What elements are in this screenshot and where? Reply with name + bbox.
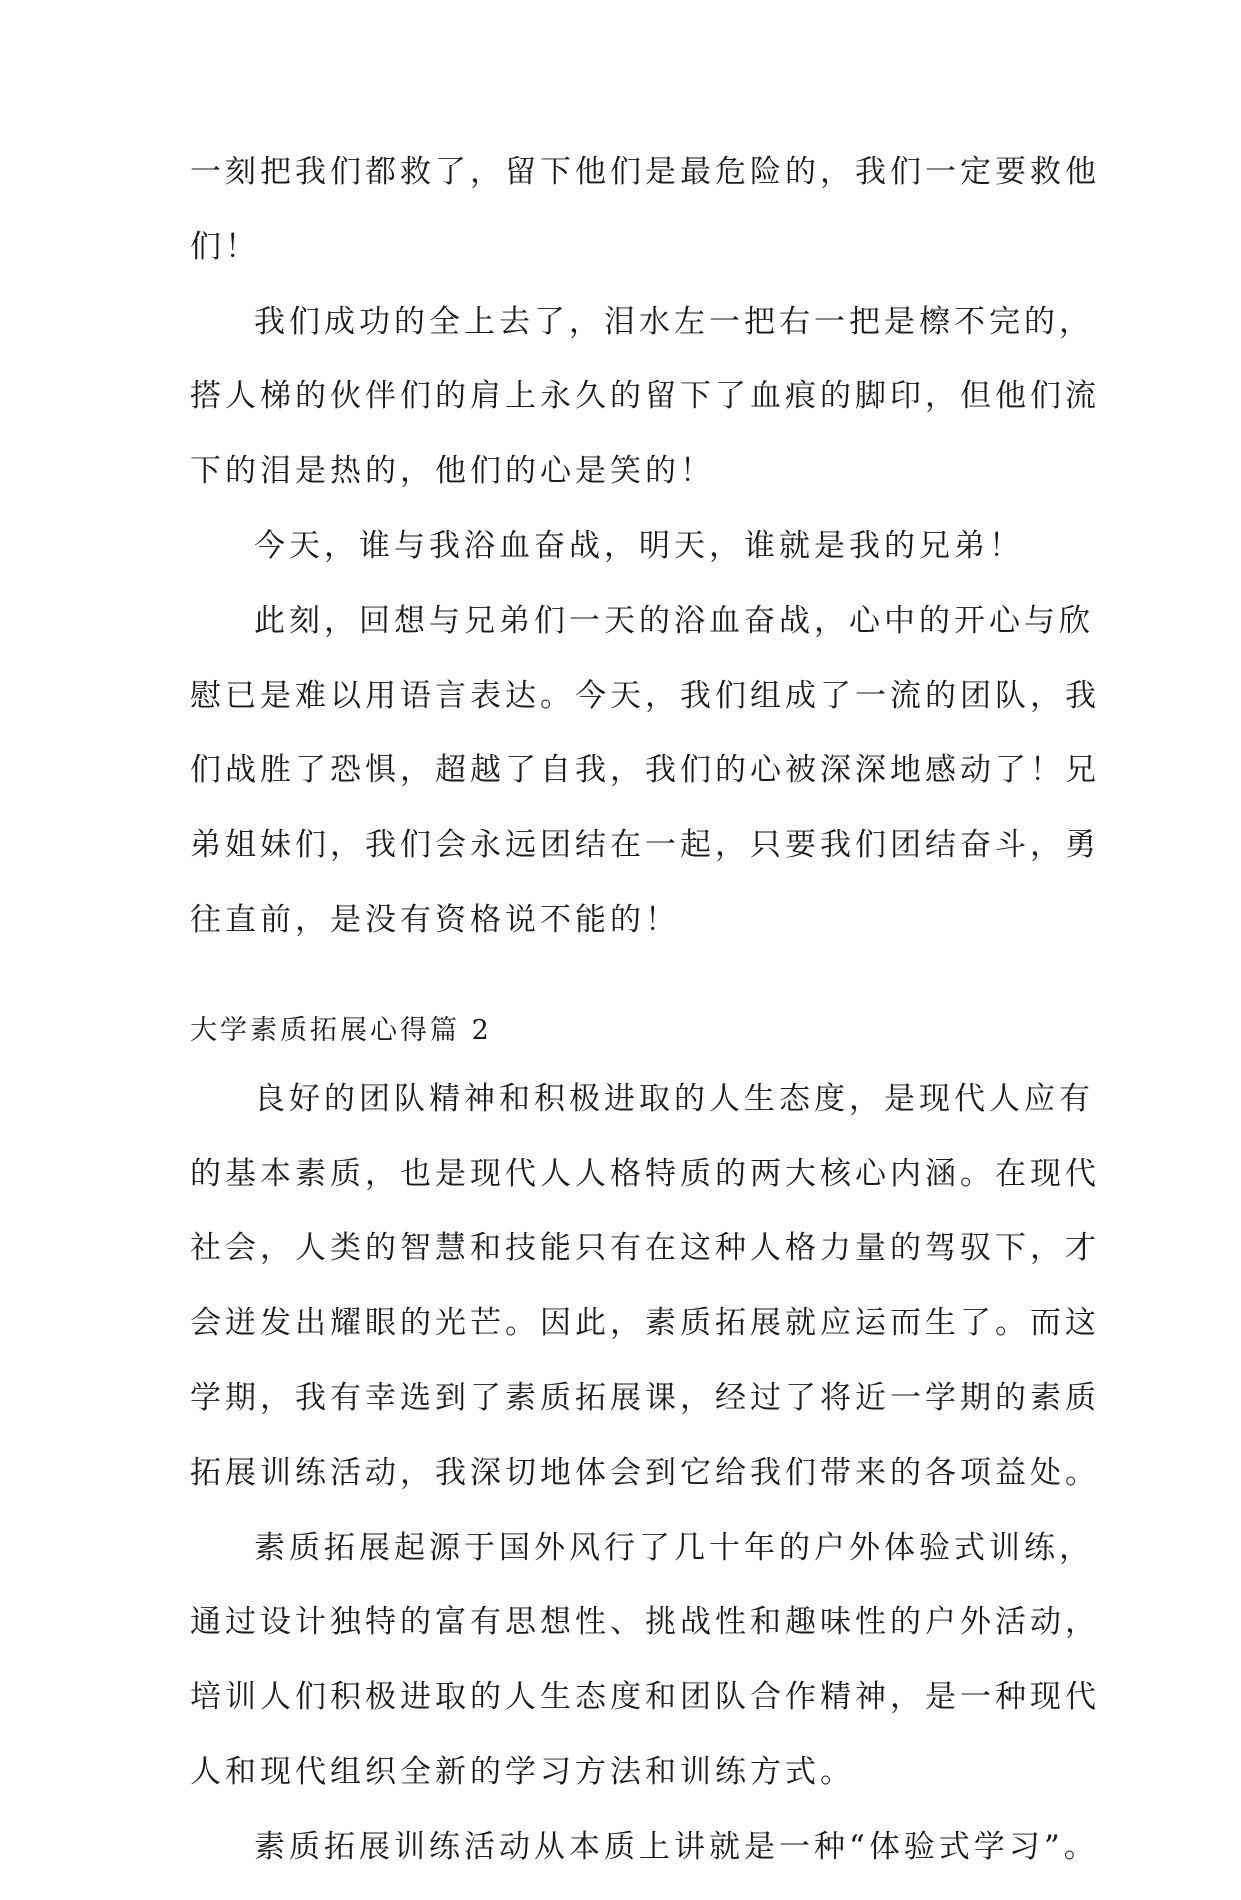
- section-heading: 大学素质拓展心得篇 2: [190, 1014, 492, 1046]
- text-line: 们战胜了恐惧，超越了自我，我们的心被深深地感动了！兄: [190, 752, 1100, 789]
- text-line: 的基本素质，也是现代人人格特质的两大核心内涵。在现代: [190, 1155, 1100, 1192]
- text-line: 学期，我有幸选到了素质拓展课，经过了将近一学期的素质: [190, 1379, 1100, 1416]
- text-line: 我们成功的全上去了，泪水左一把右一把是檫不完的，: [254, 303, 1094, 340]
- text-line: 素质拓展训练活动从本质上讲就是一种“体验式学习”。: [254, 1828, 1099, 1865]
- text-line: 搭人梯的伙伴们的肩上永久的留下了血痕的脚印，但他们流: [190, 378, 1100, 415]
- text-line: 此刻，回想与兄弟们一天的浴血奋战，心中的开心与欣: [254, 602, 1094, 639]
- text-line: 素质拓展起源于国外风行了几十年的户外体验式训练，: [254, 1529, 1094, 1566]
- text-line: 们！: [190, 228, 260, 265]
- text-line: 会迸发出耀眼的光芒。因此，素质拓展就应运而生了。而这: [190, 1305, 1100, 1342]
- text-line: 今天，谁与我浴血奋战，明天，谁就是我的兄弟！: [254, 527, 1024, 564]
- text-line: 良好的团队精神和积极进取的人生态度，是现代人应有: [254, 1080, 1094, 1117]
- text-line: 往直前，是没有资格说不能的！: [190, 901, 680, 938]
- text-line: 通过设计独特的富有思想性、挑战性和趣味性的户外活动，: [190, 1604, 1100, 1641]
- section-1: [190, 150, 1100, 942]
- text-line: 一刻把我们都救了，留下他们是最危险的，我们一定要救他: [190, 154, 1100, 190]
- section-gap: [190, 973, 1062, 1011]
- text-line: 社会，人类的智慧和技能只有在这种人格力量的驾驭下，才: [190, 1230, 1100, 1267]
- text-line: 人和现代组织全新的学习方法和训练方式。: [190, 1753, 855, 1790]
- text-line: 培训人们积极进取的人生态度和团队合作精神，是一种现代: [190, 1679, 1100, 1716]
- text-line: 弟姐妹们，我们会永远团结在一起，只要我们团结奋斗，勇: [190, 827, 1100, 864]
- text-line: 慰已是难以用语言表达。今天，我们组成了一流的团队，我: [190, 677, 1100, 714]
- section-2: [190, 1011, 1100, 1869]
- text-line: 拓展训练活动，我深切地体会到它给我们带来的各项益处。: [190, 1454, 1100, 1491]
- text-line: 下的泪是热的，他们的心是笑的！: [190, 453, 715, 490]
- document-page: [190, 150, 1100, 1900]
